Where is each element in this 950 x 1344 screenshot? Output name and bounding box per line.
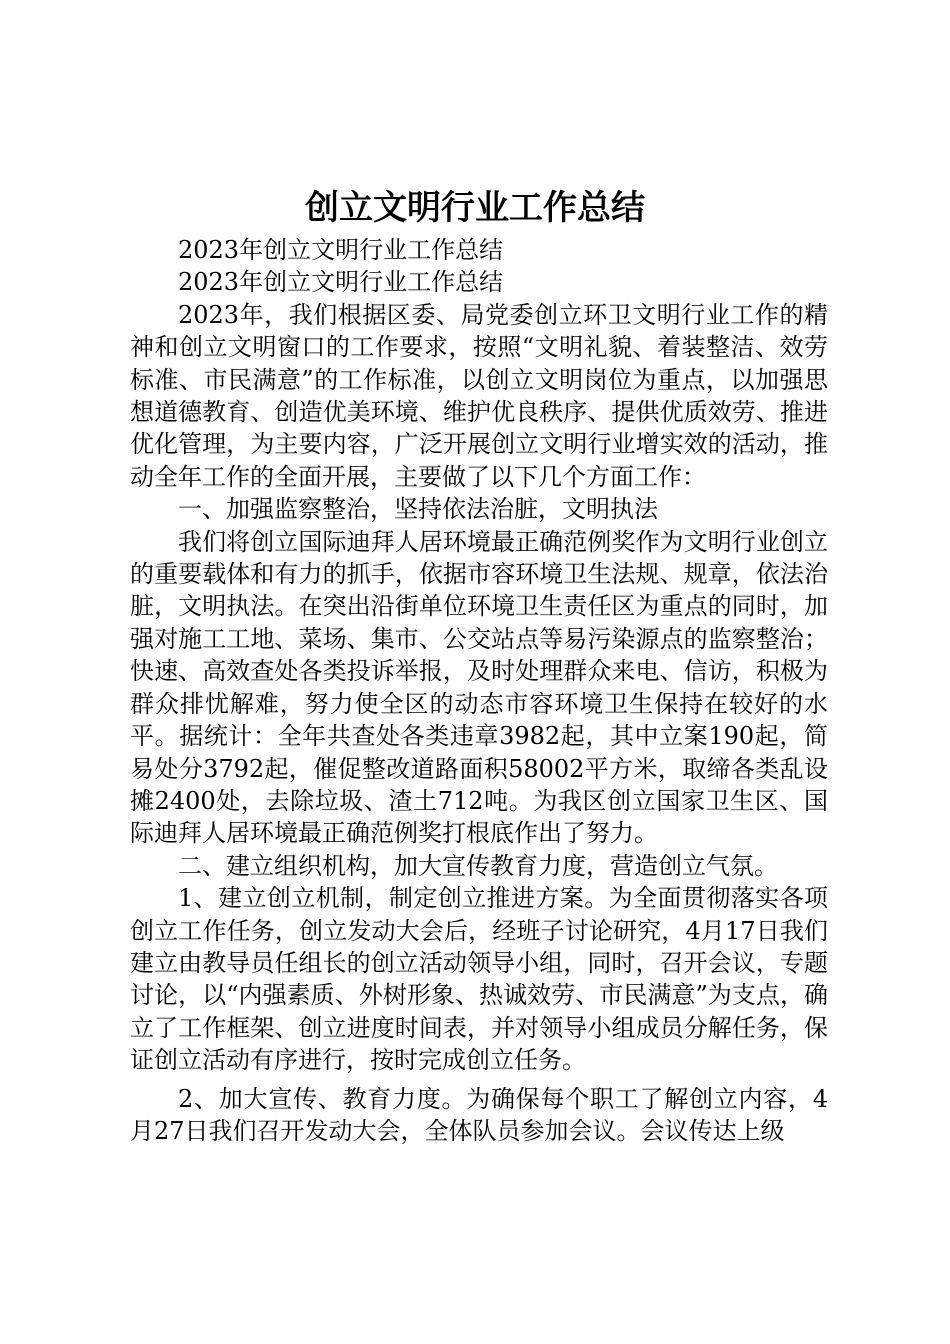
section-heading-2: 二、建立组织机构，加大宣传教育力度，营造创立气氛。 bbox=[178, 851, 778, 880]
document-body bbox=[130, 234, 828, 1147]
item-2-paragraph: 2、加大宣传、教育力度。为确保每个职工了解创立内容，4月27日我们召开发动大会，全体队员参加会议。会议传达上级 bbox=[130, 1084, 828, 1145]
section-1-paragraph: 我们将创立国际迪拜人居环境最正确范例奖作为文明行业创立的重要载体和有力的抓手，依据市容环境卫生法规、规章，依法治脏，文明执法。在突出沿街单位环境卫生责任区为重点的同时，加强对施工工地、菜场、集市、公交站点等易污染源点的监察整治；快速、高效查处各类投诉举报，及时处理群众来电、信访，积极为群众排忧解难，努力使全区的动态市容环境卫生保持在较好的水平。据统计：全年共查处各类违章3982起，其中立案190起，简易处分3792起，催促整改道路面积58002平方米，取缔各类乱设摊2400处，去除垃圾、渣土712吨。为我区创立国家卫生区、国际迪拜人居环境最正确范例奖打根底作出了努力。 bbox=[130, 527, 828, 848]
section-heading-1: 一、加强监察整治，坚持依法治脏，文明执法 bbox=[178, 495, 658, 524]
subtitle-line-2: 2023年创立文明行业工作总结 bbox=[178, 268, 504, 297]
intro-paragraph: 2023年，我们根据区委、局党委创立环卫文明行业工作的精神和创立文明窗口的工作要求，按照“文明礼貌、着装整洁、效劳标准、市民满意”的工作标准，以创立文明岗位为重点，以加强思想道德教育、创造优美环境、维护优良秩序、提供优质效劳、推进优化管理，为主要内容，广泛开展创立文明行业增实效的活动，推动全年工作的全面开展，主要做了以下几个方面工作： bbox=[130, 300, 828, 491]
subtitle-line-1: 2023年创立文明行业工作总结 bbox=[178, 236, 504, 264]
document-title: 创立文明行业工作总结 bbox=[305, 188, 645, 228]
item-1-paragraph: 1、建立创立机制，制定创立推进方案。为全面贯彻落实各项创立工作任务，创立发动大会后，经班子讨论研究，4月17日我们建立由教导员任组长的创立活动领导小组，同时，召开会议，专题讨论，以“内强素质、外树形象、热诚效劳、市民满意”为支点，确立了工作框架、创立进度时间表，并对领导小组成员分解任务，保证创立活动有序进行，按时完成创立任务。 bbox=[130, 884, 828, 1075]
